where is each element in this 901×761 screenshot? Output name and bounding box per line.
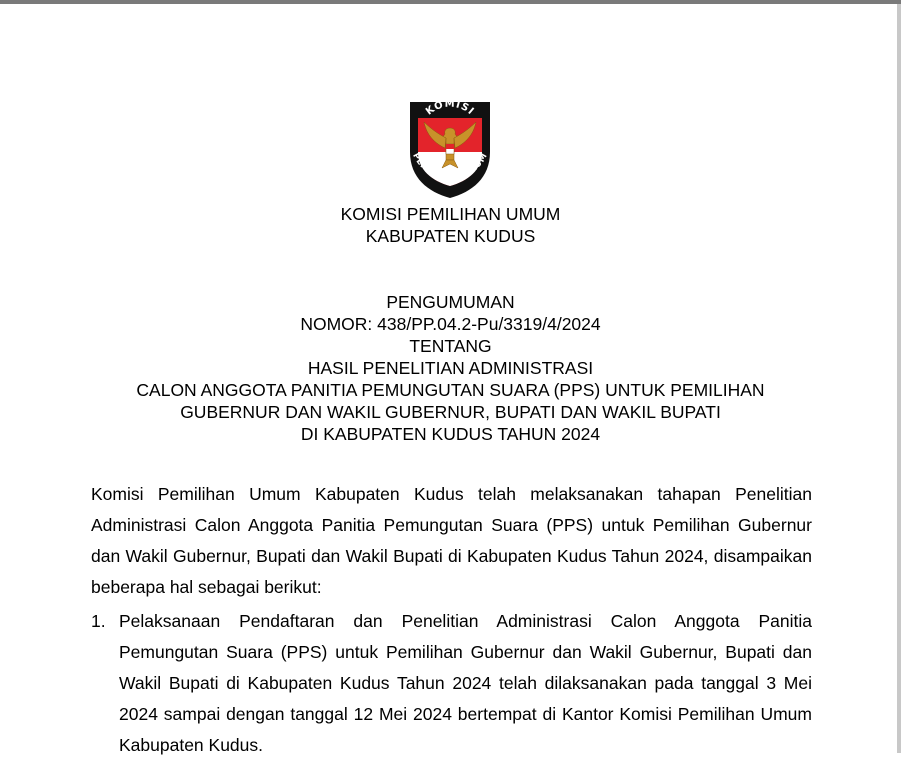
intro-paragraph: Komisi Pemilihan Umum Kabupaten Kudus telah melaksanakan tahapan Penelitian Administrasi Calon Anggota Panitia Pemungutan Suara (PPS) untuk Pemilihan Gubernur dan Wakil Gubernur, Bupati dan Wakil Bupati di Kabupaten Kudus Tahun 2024, disampaikan beberapa hal sebagai berikut: xyxy=(91,484,812,597)
logo-top-text: KOMISI xyxy=(424,98,477,118)
announcement-subject-line: CALON ANGGOTA PANITIA PEMUNGUTAN SUARA (PPS) UNTUK PEMILIHAN xyxy=(136,380,765,400)
announcement-about: TENTANG xyxy=(409,336,492,356)
announcement-subject-line: GUBERNUR DAN WAKIL GUBERNUR, BUPATI DAN WAKIL BUPATI xyxy=(180,402,721,422)
list-item-text: Pelaksanaan Pendaftaran dan Penelitian Administrasi Calon Anggota Panitia Pemungutan Suara (PPS) untuk Pemilihan Gubernur dan Wakil Gubernur, Bupati dan Wakil Bupati di Kabupaten Kudus Tahun 2024 telah dilaksanakan pada tanggal 3 Mei 2024 sampai dengan tanggal 12 Mei 2024 bertempat di Kantor Komisi Pemilihan Umum Kabupaten Kudus. xyxy=(119,611,812,755)
org-region: KABUPATEN KUDUS xyxy=(365,226,536,246)
announcement-header xyxy=(0,291,901,445)
kpu-logo xyxy=(402,92,498,200)
logo-bottom-text: PEMILIHAN UMUM xyxy=(410,151,490,183)
org-header xyxy=(0,203,901,247)
org-name: KOMISI PEMILIHAN UMUM xyxy=(340,204,561,224)
list-item xyxy=(91,606,812,761)
numbered-list xyxy=(91,606,812,761)
announcement-subject-line: DI KABUPATEN KUDUS TAHUN 2024 xyxy=(300,424,601,444)
announcement-heading: PENGUMUMAN xyxy=(386,292,515,312)
list-item-number: 1. xyxy=(91,611,106,631)
announcement-subject-line: HASIL PENELITIAN ADMINISTRASI xyxy=(307,358,594,378)
intro-paragraph-block xyxy=(91,479,812,603)
announcement-number: NOMOR: 438/PP.04.2-Pu/3319/4/2024 xyxy=(300,314,601,334)
